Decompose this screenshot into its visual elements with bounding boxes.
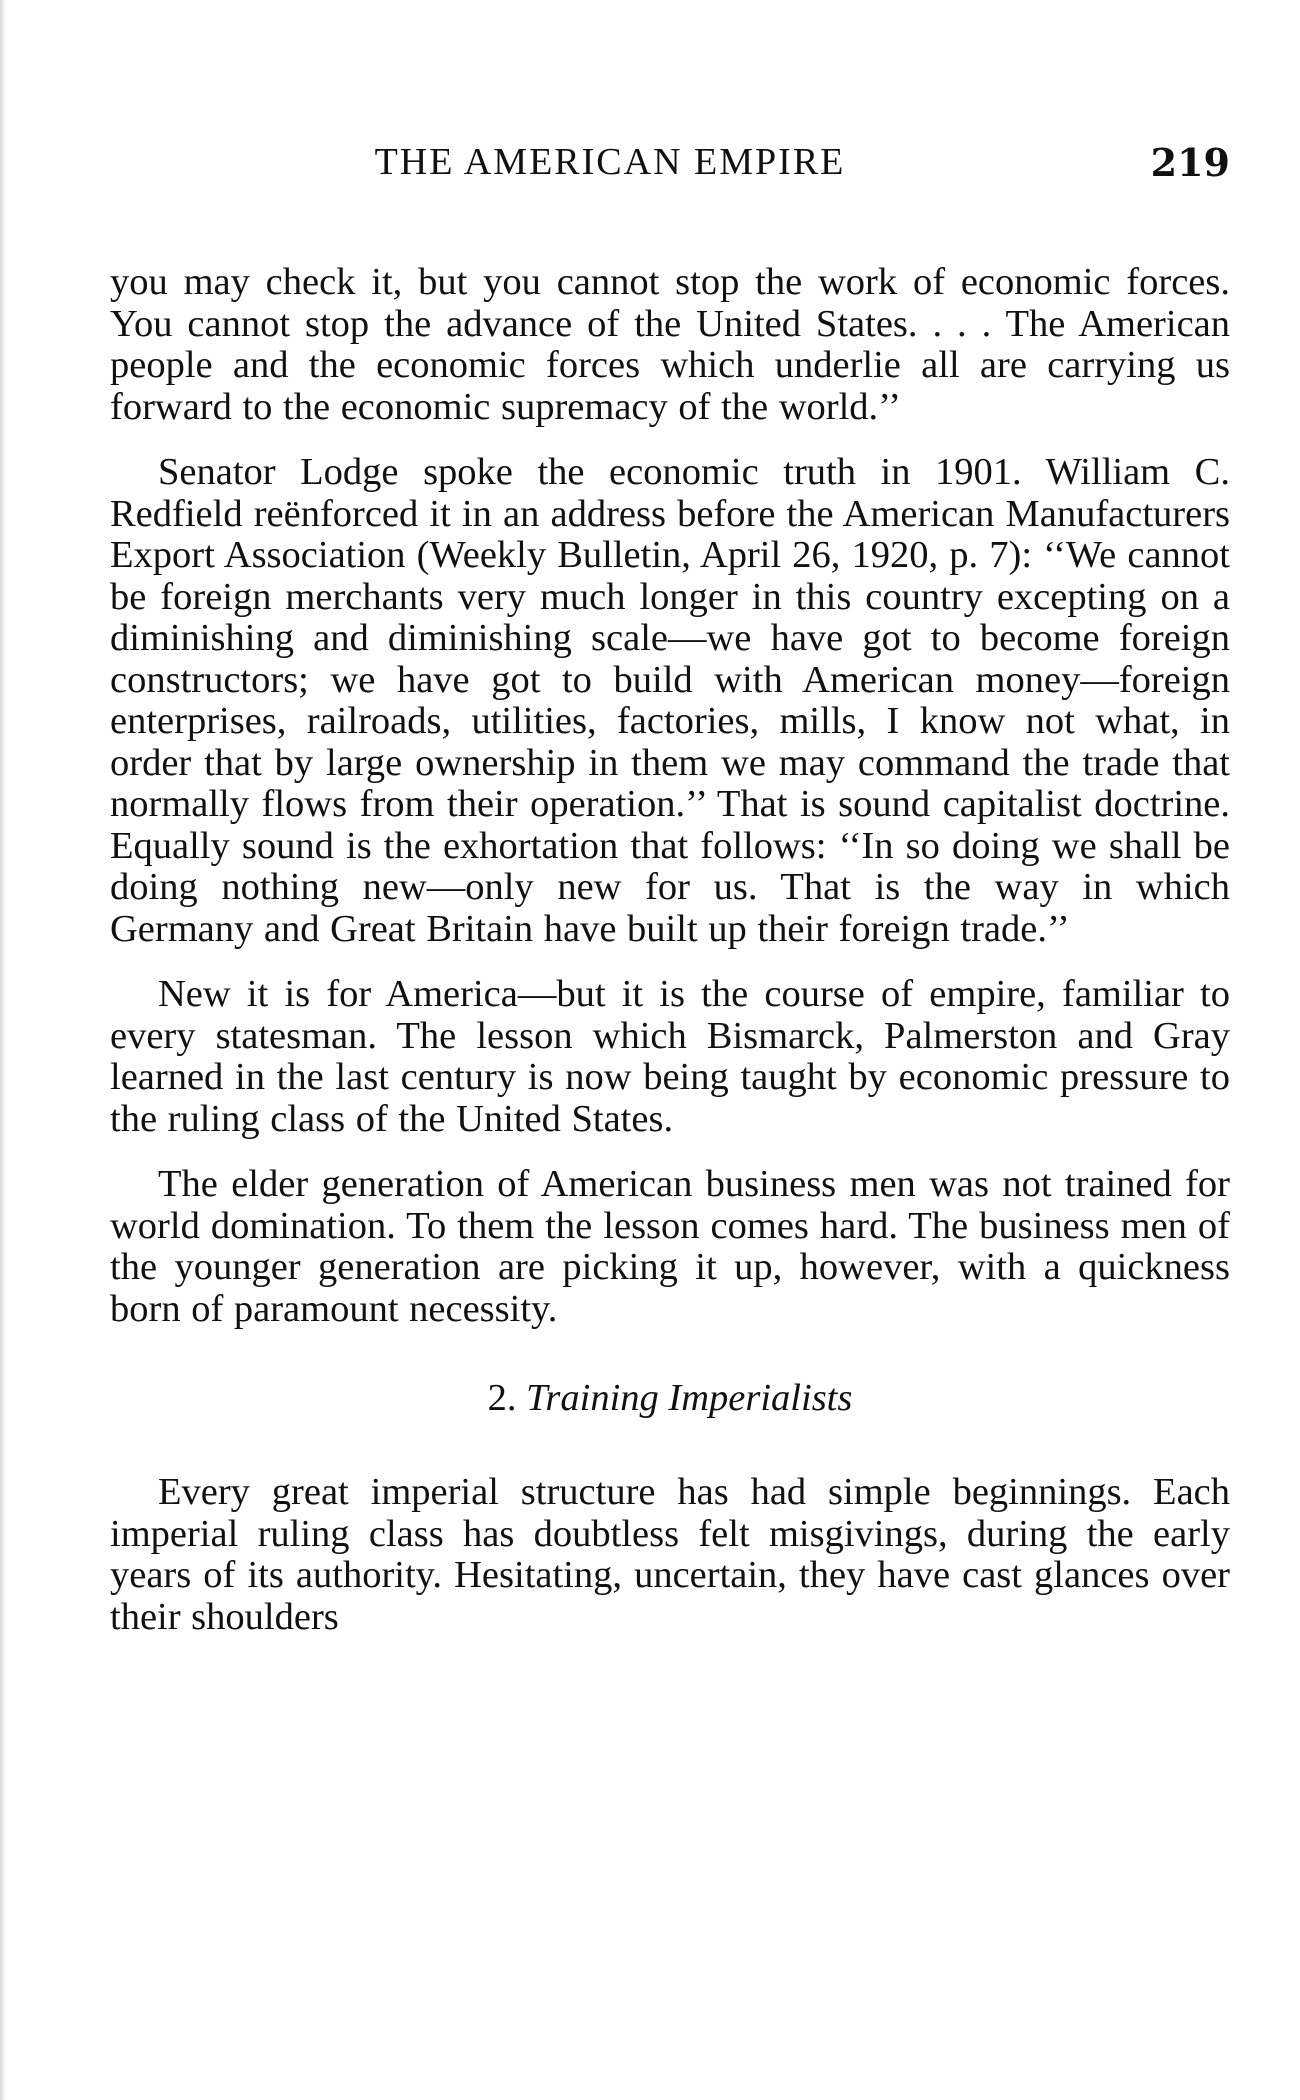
page-edge-shadow bbox=[0, 0, 6, 2100]
section-number: 2. bbox=[487, 1377, 517, 1419]
body-paragraph: Every great imperial structure has had simple beginnings. Each imperial ruling class has doubtless felt misgivings, during the early years of its authority. Hesitating, uncertain, they have cast glances over their shoulders bbox=[110, 1471, 1230, 1638]
page-number: 219 bbox=[1150, 140, 1230, 185]
page-header bbox=[110, 140, 1230, 190]
body-paragraph: The elder generation of American business men was not trained for world domination. To them the lesson comes hard. The business men of the younger generation are picking it up, however, with a quickness born of paramount necessity. bbox=[110, 1163, 1230, 1330]
body-paragraph: Senator Lodge spoke the economic truth in 1901. William C. Redfield reënforced it in an address before the American Manufacturers Export Association (Weekly Bulletin, April 26, 1920, p. 7): ‘‘We cannot be foreign merchants very much longer in this country excepting on a diminishing and diminishing scale—we have got to become foreign constructors; we have got to build with American money—foreign enterprises, railroads, utilities, factories, mills, I know not what, in order that by large ownership in them we may command the trade that normally flows from their operation.’’ That is sound capitalist doctrine. Equally sound is the exhortation that follows: ‘‘In so doing we shall be doing nothing new—only new for us. That is the way in which Germany and Great Britain have built up their foreign trade.’’ bbox=[110, 451, 1230, 950]
body-paragraph: you may check it, but you cannot stop the work of economic forces. You cannot stop the advance of the United States. . . . The American people and the economic forces which underlie all are carrying us forward to the economic supremacy of the world.’’ bbox=[110, 261, 1230, 428]
page-body bbox=[110, 262, 1230, 1662]
section-heading bbox=[110, 1376, 1230, 1420]
running-head: THE AMERICAN EMPIRE bbox=[374, 141, 846, 183]
body-paragraph: New it is for America—but it is the course of empire, familiar to every statesman. The lesson which Bismarck, Palmerston and Gray learned in the last century is now being taught by economic pressure to the ruling class of the United States. bbox=[110, 973, 1230, 1140]
section-title: Training Imperialists bbox=[526, 1377, 853, 1419]
